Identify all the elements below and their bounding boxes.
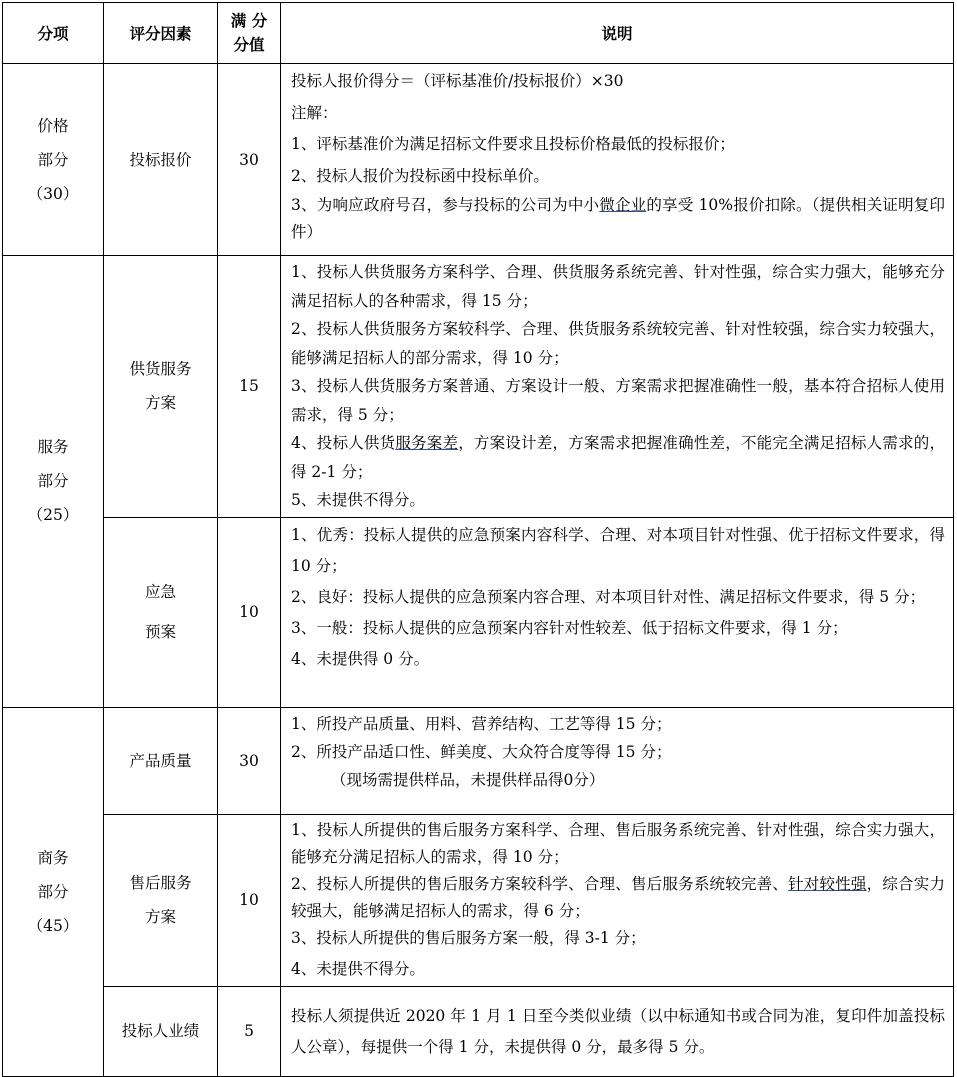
desc-product-quality: 1、所投产品质量、用料、营养结构、工艺等得 15 分； 2、所投产品适口性、鲜美度、大众符合度等得 15 分； （现场需提供样品，未提供样品得0分） (281, 707, 954, 814)
factor-bid-price: 投标报价 (104, 64, 218, 256)
category-business: 商务 部分 （45） (3, 707, 104, 1076)
factor-supply-plan: 供货服务 方案 (104, 256, 218, 518)
score-supply-plan: 15 (218, 256, 281, 518)
header-score (218, 3, 281, 64)
header-category: 分项 (3, 3, 104, 64)
desc-supply-plan: 1、投标人供货服务方案科学、合理、供货服务系统完善、针对性强，综合实力强大，能够充分满足招标人的各种需求，得 15 分； 2、投标人供货服务方案较科学、合理、供货服务系统较完善、针对性较强，综合实力较强大，能够满足招标人的部分需求，得 10 分； 3、投标人供货服务方案普通、方案设计一般、方案需求把握准确性一般，基本符合招标人使用需求，得 5 分； 4、投标人供货服务案差，方案设计差，方案需求把握准确性差，不能完全满足招标人需求的，得 2-1 分； 5、未提供不得分。 (281, 256, 954, 518)
category-price: 价格 部分 （30） (3, 64, 104, 256)
factor-product-quality: 产品质量 (104, 707, 218, 814)
table-row (3, 986, 954, 1076)
table-row (3, 64, 954, 256)
table-row (3, 517, 954, 707)
score-emergency-plan: 10 (218, 517, 281, 707)
category-service: 服务 部分 （25） (3, 256, 104, 708)
factor-after-sales-plan: 售后服务 方案 (104, 814, 218, 986)
desc-after-sales-plan: 1、投标人所提供的售后服务方案科学、合理、售后服务系统完善、针对性强，综合实力强大，能够充分满足招标人的需求，得 10 分； 2、投标人所提供的售后服务方案较科学、合理、售后服务系统较完善、针对较性强，综合实力较强大，能够满足招标人的需求，得 6 分； 3、投标人所提供的售后服务方案一般，得 3-1 分； 4、未提供不得分。 (281, 814, 954, 986)
desc-bid-price: 投标人报价得分＝（评标基准价/投标报价）×30 注解： 1、评标基准价为满足招标文件要求且投标价格最低的投标报价； 2、投标人报价为投标函中投标单价。 3、为响应政府号召，参与投标的公司为中小微企业的享受 10%报价扣除。（提供相关证明复印件） (281, 64, 954, 256)
header-factor: 评分因素 (104, 3, 218, 64)
score-after-sales-plan: 10 (218, 814, 281, 986)
score-bidder-performance: 5 (218, 986, 281, 1076)
factor-bidder-performance: 投标人业绩 (104, 986, 218, 1076)
table-row (3, 256, 954, 518)
score-bid-price: 30 (218, 64, 281, 256)
scoring-table (2, 2, 954, 1077)
header-score-line2: 分值 (233, 35, 265, 54)
factor-emergency-plan: 应急 预案 (104, 517, 218, 707)
header-row (3, 3, 954, 64)
header-score-line1: 满 分 (230, 11, 268, 30)
desc-emergency-plan: 1、优秀：投标人提供的应急预案内容科学、合理、对本项目针对性强、优于招标文件要求，得 10 分； 2、良好：投标人提供的应急预案内容合理、对本项目针对性、满足招标文件要求，得 5 分； 3、一般：投标人提供的应急预案内容针对性较差、低于招标文件要求，得 1 分； 4、未提供得 0 分。 (281, 517, 954, 707)
score-product-quality: 30 (218, 707, 281, 814)
header-description: 说明 (281, 3, 954, 64)
desc-bidder-performance: 投标人须提供近 2020 年 1 月 1 日至今类似业绩（以中标通知书或合同为准，复印件加盖投标人公章），每提供一个得 1 分，未提供得 0 分，最多得 5 分。 (281, 986, 954, 1076)
table-row (3, 707, 954, 814)
table-row (3, 814, 954, 986)
